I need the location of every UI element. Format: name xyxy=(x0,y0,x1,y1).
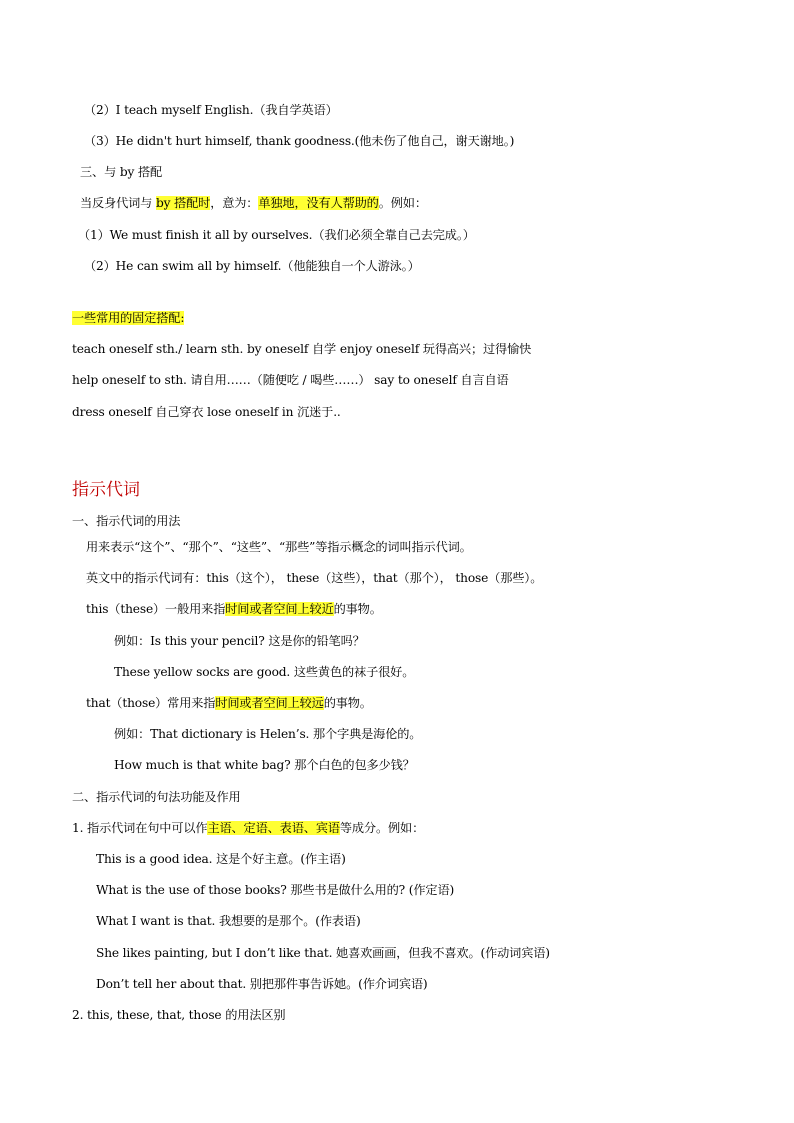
function-rule-1-b: 等成分。例如： xyxy=(339,821,425,835)
usage-definition: 用来表示“这个”、“那个”、“这些”、“那些”等指示概念的词叫指示代词。 xyxy=(86,540,472,554)
function-example-1: This is a good idea. 这是个好主意。(作主语) xyxy=(96,852,346,866)
fixed-phrases-heading xyxy=(72,310,184,326)
function-heading: 二、指示代词的句法功能及作用 xyxy=(72,790,241,804)
by-desc-part-a: 当反身代词与 xyxy=(80,196,156,210)
example-by-himself: （2）He can swim all by himself.（他能独自一个人游泳。） xyxy=(84,259,420,273)
function-example-2: What is the use of those books? 那些书是做什么用的? (作定语) xyxy=(96,883,455,897)
fixed-phrases-line-1: teach oneself sth./ learn sth. by oneself 自学 enjoy oneself 玩得高兴；过得愉快 xyxy=(72,342,532,356)
that-example-2: How much is that white bag? 那个白色的包多少钱？ xyxy=(114,758,415,772)
usage-heading: 一、指示代词的用法 xyxy=(72,514,181,528)
this-usage-b: 的事物。 xyxy=(333,602,382,616)
function-rule-2: 2. this, these, that, those 的用法区别 xyxy=(72,1008,286,1022)
by-desc-highlight-2: 单独地，没有人帮助的 xyxy=(258,196,379,210)
that-usage-a: that（those）常用来指 xyxy=(86,696,216,710)
function-example-3: What I want is that. 我想要的是那个。(作表语) xyxy=(96,914,361,928)
function-rule-1-highlight: 主语、定语、表语、宾语 xyxy=(207,821,340,835)
function-rule-1 xyxy=(72,820,424,836)
this-example-1: 例如：Is this your pencil? 这是你的铅笔吗？ xyxy=(114,634,365,648)
fixed-phrases-heading-text: 一些常用的固定搭配: xyxy=(72,311,185,325)
by-desc-part-c: 。例如： xyxy=(378,196,427,210)
that-example-1: 例如：That dictionary is Helen’s. 那个字典是海伦的。 xyxy=(114,727,422,741)
by-desc-part-b: ，意为： xyxy=(210,196,259,210)
function-example-5: Don’t tell her about that. 别把那件事告诉她。(作介词宾语) xyxy=(96,977,428,991)
example-by-ourselves: （1）We must finish it all by ourselves.（我们必须全靠自己去完成。） xyxy=(78,228,475,242)
that-usage-b: 的事物。 xyxy=(323,696,372,710)
usage-list: 英文中的指示代词有：this（这个）， these（这些），that（那个）， those（那些）。 xyxy=(86,571,543,585)
example-teach-myself: （2）I teach myself English.（我自学英语） xyxy=(84,103,338,117)
by-desc-highlight-1: by 搭配时 xyxy=(155,196,211,210)
function-example-4: She likes painting, but I don’t like that. 她喜欢画画，但我不喜欢。(作动词宾语) xyxy=(96,946,550,960)
section-title-demonstrative: 指示代词 xyxy=(72,480,140,500)
this-usage-a: this（these）一般用来指 xyxy=(86,602,226,616)
example-hurt-himself: （3）He didn't hurt himself, thank goodness.(他未伤了他自己，谢天谢地。) xyxy=(84,134,515,148)
fixed-phrases-line-3: dress oneself 自己穿衣 lose oneself in 沉迷于.. xyxy=(72,405,341,419)
function-rule-1-a: 1. 指示代词在句中可以作 xyxy=(72,821,208,835)
that-usage xyxy=(86,695,372,711)
this-usage-highlight: 时间或者空间上较近 xyxy=(225,602,334,616)
that-usage-highlight: 时间或者空间上较远 xyxy=(215,696,324,710)
this-usage xyxy=(86,601,382,617)
section-heading-by: 三、与 by 搭配 xyxy=(80,165,163,179)
this-example-2: These yellow socks are good. 这些黄色的袜子很好。 xyxy=(114,665,415,679)
by-description xyxy=(80,195,427,211)
fixed-phrases-line-2: help oneself to sth. 请自用……（随便吃 / 喝些……） say to oneself 自言自语 xyxy=(72,373,509,387)
